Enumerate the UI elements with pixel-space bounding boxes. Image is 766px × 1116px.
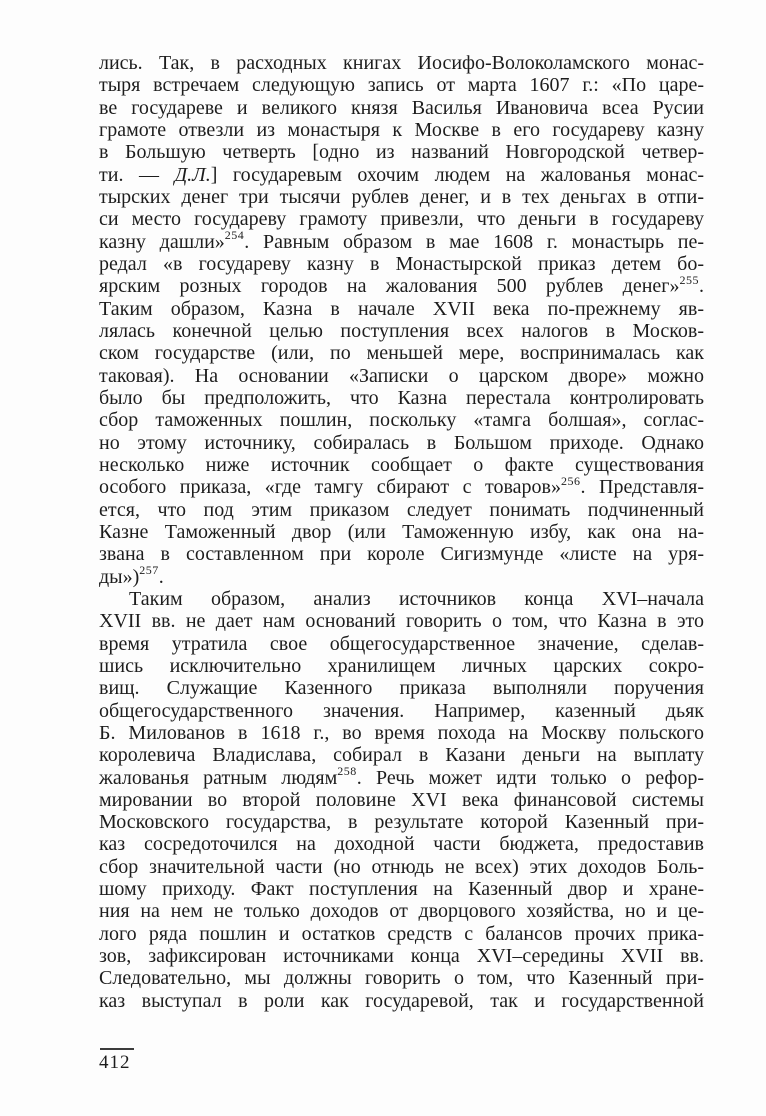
text-segment: . <box>699 275 704 298</box>
text-line <box>99 722 704 744</box>
text-line <box>99 945 704 967</box>
text-line <box>99 454 704 476</box>
text-segment: лого ряда пошлин и остатков средств с балансов прочих прика- <box>99 922 704 945</box>
text-segment: ве государеве и великого князя Василья Ивановича всеа Русии <box>99 96 704 119</box>
text-line <box>99 878 704 900</box>
text-line <box>99 119 704 141</box>
text-line <box>99 387 704 409</box>
text-line <box>99 789 704 811</box>
text-segment: было бы предположить, что Казна перестала контролировать <box>99 386 704 409</box>
text-segment: в Большую четверть [одно из названий Новгородской четвер- <box>99 141 704 164</box>
text-line <box>99 562 704 588</box>
text-line <box>99 473 704 499</box>
text-segment: ском государстве (или, по меньшей мере, воспринималась как <box>99 342 704 365</box>
text-line <box>99 521 704 543</box>
text-segment: ния на нем не только доходов от дворцового хозяйства, но и це- <box>99 900 704 923</box>
footnote-ref: 257 <box>139 562 159 577</box>
text-line <box>99 52 704 74</box>
text-segment: XVII вв. не дает нам оснований говорить о том, что Казна в это <box>99 610 704 633</box>
text-line <box>99 365 704 387</box>
text-segment: особого приказа, «где тамгу сбирают с товаров» <box>99 476 561 499</box>
text-line <box>99 409 704 431</box>
text-line <box>99 141 704 163</box>
text-segment: зов, зафиксирован источниками конца XVI–середины XVII вв. <box>99 945 704 968</box>
text-segment: лись. Так, в расходных книгах Иосифо-Волоколамского монас- <box>99 52 704 74</box>
text-line <box>99 763 705 789</box>
text-segment: Казне Таможенный двор (или Таможенную избу, как она на- <box>99 520 704 543</box>
text-segment: Московского государства, в результате которой Казенный при- <box>99 811 704 834</box>
text-segment: грамоте отвезли из монастыря к Москве в его государеву казну <box>99 118 704 141</box>
text-segment: каз сосредоточился на доходной части бюджета, предоставив <box>99 833 704 856</box>
footnote-ref: 256 <box>560 473 581 488</box>
text-segment: казну дашли» <box>99 230 225 253</box>
text-segment: общегосударственного значения. Например, казенный дьяк <box>99 699 704 722</box>
text-line <box>99 208 704 230</box>
text-segment: ] государевым охочим людем на жалованья монас- <box>210 163 704 186</box>
text-segment: но этому источнику, собиралась в Большом приходе. Однако <box>99 431 704 454</box>
text-segment: жалованья ратным людям <box>99 766 338 789</box>
text-line <box>99 227 705 253</box>
text-segment: Таким образом, Казна в начале XVII века по-прежнему яв- <box>99 297 704 320</box>
text-segment: звана в составленном при короле Сигизмунде «листе на уря- <box>99 543 704 566</box>
text-line <box>99 811 704 833</box>
text-line <box>99 700 704 722</box>
text-line <box>99 186 704 208</box>
text-line <box>99 253 704 275</box>
text-line <box>99 610 704 632</box>
text-line <box>99 856 704 878</box>
page-text <box>99 52 704 1012</box>
text-segment: несколько ниже источник сообщает о факте существования <box>99 453 704 476</box>
text-segment: редал «в государеву казну в Монастырской приказ детем бо- <box>99 252 704 275</box>
footnote-ref: 258 <box>337 763 357 778</box>
text-line <box>99 633 704 655</box>
text-segment: шому приходу. Факт поступления на Казенный двор и хране- <box>99 878 704 901</box>
text-segment: . Равным образом в мае 1608 г. монастырь пе- <box>244 230 705 253</box>
text-segment: каз выступал в роли как государевой, так и государственной <box>99 989 704 1012</box>
text-line <box>99 833 704 855</box>
text-segment: время утратила свое общегосударственное значение, сделав- <box>99 632 704 655</box>
footnote-ref: 254 <box>224 227 245 242</box>
text-segment: сбор значительной части (но отнюдь не всех) этих доходов Боль- <box>99 855 704 878</box>
text-line <box>99 655 704 677</box>
footer-rule <box>100 1048 134 1050</box>
text-line <box>99 74 704 96</box>
editorial-initials: Д.Л. <box>174 163 211 186</box>
text-segment: Таким образом, анализ источников конца XVI–начала <box>129 587 704 610</box>
text-line <box>99 588 704 610</box>
text-segment: си место государеву грамоту привезли, что деньги в государеву <box>99 208 704 231</box>
text-segment: вищ. Служащие Казенного приказа выполняли поручения <box>99 677 704 700</box>
text-line <box>99 990 704 1012</box>
text-segment: Следовательно, мы должны говорить о том, что Казенный при- <box>99 967 704 990</box>
text-segment: шись исключительно хранилищем личных царских сокро- <box>99 654 704 677</box>
text-line <box>99 164 704 186</box>
text-segment: . <box>158 565 164 588</box>
text-line <box>99 923 704 945</box>
text-segment: . Речь может идти только о рефор- <box>356 766 705 789</box>
text-segment: сбор таможенных пошлин, поскольку «тамга болшая», соглас- <box>99 409 704 432</box>
text-segment: Б. Милованов в 1618 г., во время похода на Москву польского <box>99 721 704 744</box>
text-line <box>99 499 704 521</box>
text-segment: таковая). На основании «Записки о царском дворе» можно <box>99 364 704 387</box>
text-line <box>99 744 704 766</box>
text-line <box>99 320 704 342</box>
text-segment: королевича Владислава, собирал в Казани деньги на выплату <box>99 744 704 767</box>
footnote-ref: 255 <box>679 272 699 287</box>
text-segment: . Представля- <box>580 476 704 499</box>
text-line <box>99 97 704 119</box>
text-segment: мировании во второй половине XVI века финансовой системы <box>99 788 704 811</box>
text-segment: ется, что под этим приказом следует понимать подчиненный <box>99 498 704 521</box>
text-line <box>99 900 704 922</box>
text-line <box>99 342 704 364</box>
text-segment: ти. — <box>99 163 175 186</box>
text-line <box>99 543 704 565</box>
text-line <box>99 967 704 989</box>
text-segment: ды») <box>99 565 140 588</box>
text-segment: ярским розных городов на жалования 500 рублев денег» <box>99 275 680 298</box>
text-segment: тыря встречаем следующую запись от марта 1607 г.: «По царе- <box>99 74 704 97</box>
text-line <box>99 298 704 320</box>
text-segment: лялась конечной целью поступления всех налогов в Москов- <box>99 319 704 342</box>
page-number: 412 <box>99 1052 131 1073</box>
text-line <box>99 432 704 454</box>
text-line <box>99 677 704 699</box>
text-segment: тырских денег три тысячи рублев денег, и в тех деньгах в отпи- <box>99 185 704 208</box>
text-line <box>99 272 704 298</box>
